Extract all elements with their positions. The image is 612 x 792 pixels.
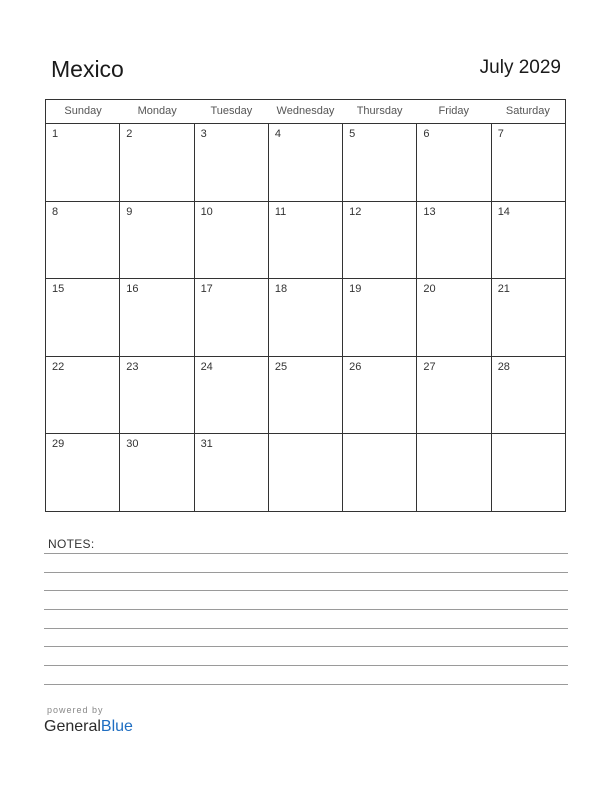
week-row	[46, 434, 565, 511]
day-number: 19	[349, 283, 362, 296]
notes-line	[44, 590, 568, 591]
day-cell	[417, 202, 491, 279]
day-number: 1	[52, 128, 59, 140]
day-number: 29	[52, 438, 65, 451]
day-number: 27	[423, 360, 436, 373]
day-cell	[46, 357, 120, 434]
day-cell	[195, 124, 269, 201]
day-number: 30	[126, 438, 139, 451]
month-year-title: July 2029	[479, 57, 561, 78]
day-cell	[492, 202, 565, 279]
day-cell	[417, 357, 491, 434]
week-row	[46, 279, 565, 357]
day-cell	[343, 124, 417, 201]
notes-line	[44, 665, 568, 666]
weekday-monday: Monday	[137, 105, 177, 117]
day-cell	[195, 202, 269, 279]
day-number: 21	[497, 283, 510, 296]
day-cell	[195, 279, 269, 356]
weeks-container	[46, 124, 565, 511]
day-cell	[269, 202, 343, 279]
calendar-grid	[45, 99, 566, 512]
weekday-thursday: Thursday	[356, 105, 403, 117]
day-cell	[120, 124, 194, 201]
day-number: 26	[349, 360, 362, 373]
day-number: 23	[126, 360, 139, 373]
day-number: 15	[52, 283, 65, 296]
day-cell	[269, 279, 343, 356]
day-number: 8	[52, 205, 59, 218]
day-cell	[46, 279, 120, 356]
notes-label: NOTES:	[48, 537, 95, 551]
week-row	[46, 202, 565, 280]
day-cell	[120, 357, 194, 434]
day-cell	[269, 357, 343, 434]
day-number: 17	[200, 283, 213, 296]
country-title: Mexico	[51, 56, 124, 82]
day-cell	[343, 279, 417, 356]
notes-line	[44, 646, 568, 647]
day-number: 3	[200, 128, 207, 140]
week-row	[46, 124, 565, 202]
day-number: 7	[497, 128, 504, 140]
day-number: 24	[200, 360, 213, 373]
day-cell	[120, 279, 194, 356]
weekday-tuesday: Tuesday	[210, 105, 253, 117]
day-number: 4	[274, 128, 281, 140]
day-number: 16	[126, 283, 139, 296]
day-number: 13	[423, 205, 436, 218]
logo-general-text: General	[44, 718, 101, 735]
day-cell	[343, 357, 417, 434]
day-number: 31	[200, 438, 213, 451]
day-cell	[417, 124, 491, 201]
day-number: 14	[497, 205, 510, 218]
week-row	[46, 357, 565, 435]
day-number: 18	[274, 283, 288, 296]
weekday-friday: Friday	[438, 105, 470, 117]
day-cell	[120, 434, 194, 511]
weekday-wednesday: Wednesday	[276, 105, 335, 117]
day-cell	[195, 357, 269, 434]
day-cell	[46, 434, 120, 511]
weekday-sunday: Sunday	[64, 105, 102, 117]
day-number: 12	[349, 205, 362, 218]
day-cell	[417, 279, 491, 356]
day-cell	[343, 202, 417, 279]
day-number: 2	[126, 128, 133, 140]
notes-line	[44, 609, 568, 610]
notes-line	[44, 628, 568, 629]
day-number: 28	[497, 360, 510, 373]
day-cell	[492, 434, 565, 511]
day-cell	[417, 434, 491, 511]
day-cell	[195, 434, 269, 511]
day-cell	[269, 434, 343, 511]
day-cell	[46, 124, 120, 201]
day-number: 25	[274, 360, 288, 373]
day-cell	[343, 434, 417, 511]
powered-by-text: powered by	[47, 705, 104, 715]
day-number: 6	[423, 128, 430, 140]
day-cell	[120, 202, 194, 279]
day-number: 5	[349, 128, 356, 140]
day-cell	[492, 124, 565, 201]
day-number: 11	[274, 205, 287, 218]
day-number: 22	[52, 360, 65, 373]
day-number: 10	[200, 205, 213, 218]
day-cell	[492, 357, 565, 434]
day-number: 9	[126, 205, 133, 218]
weekday-saturday: Saturday	[505, 105, 550, 117]
notes-line	[44, 684, 568, 685]
logo-blue-text: Blue	[100, 718, 133, 735]
day-cell	[492, 279, 565, 356]
notes-line	[44, 572, 568, 573]
notes-line	[44, 553, 568, 554]
weekday-header-row	[46, 100, 565, 124]
day-number: 20	[423, 283, 436, 296]
day-cell	[46, 202, 120, 279]
generalblue-logo[interactable]	[44, 717, 133, 737]
day-cell	[269, 124, 343, 201]
